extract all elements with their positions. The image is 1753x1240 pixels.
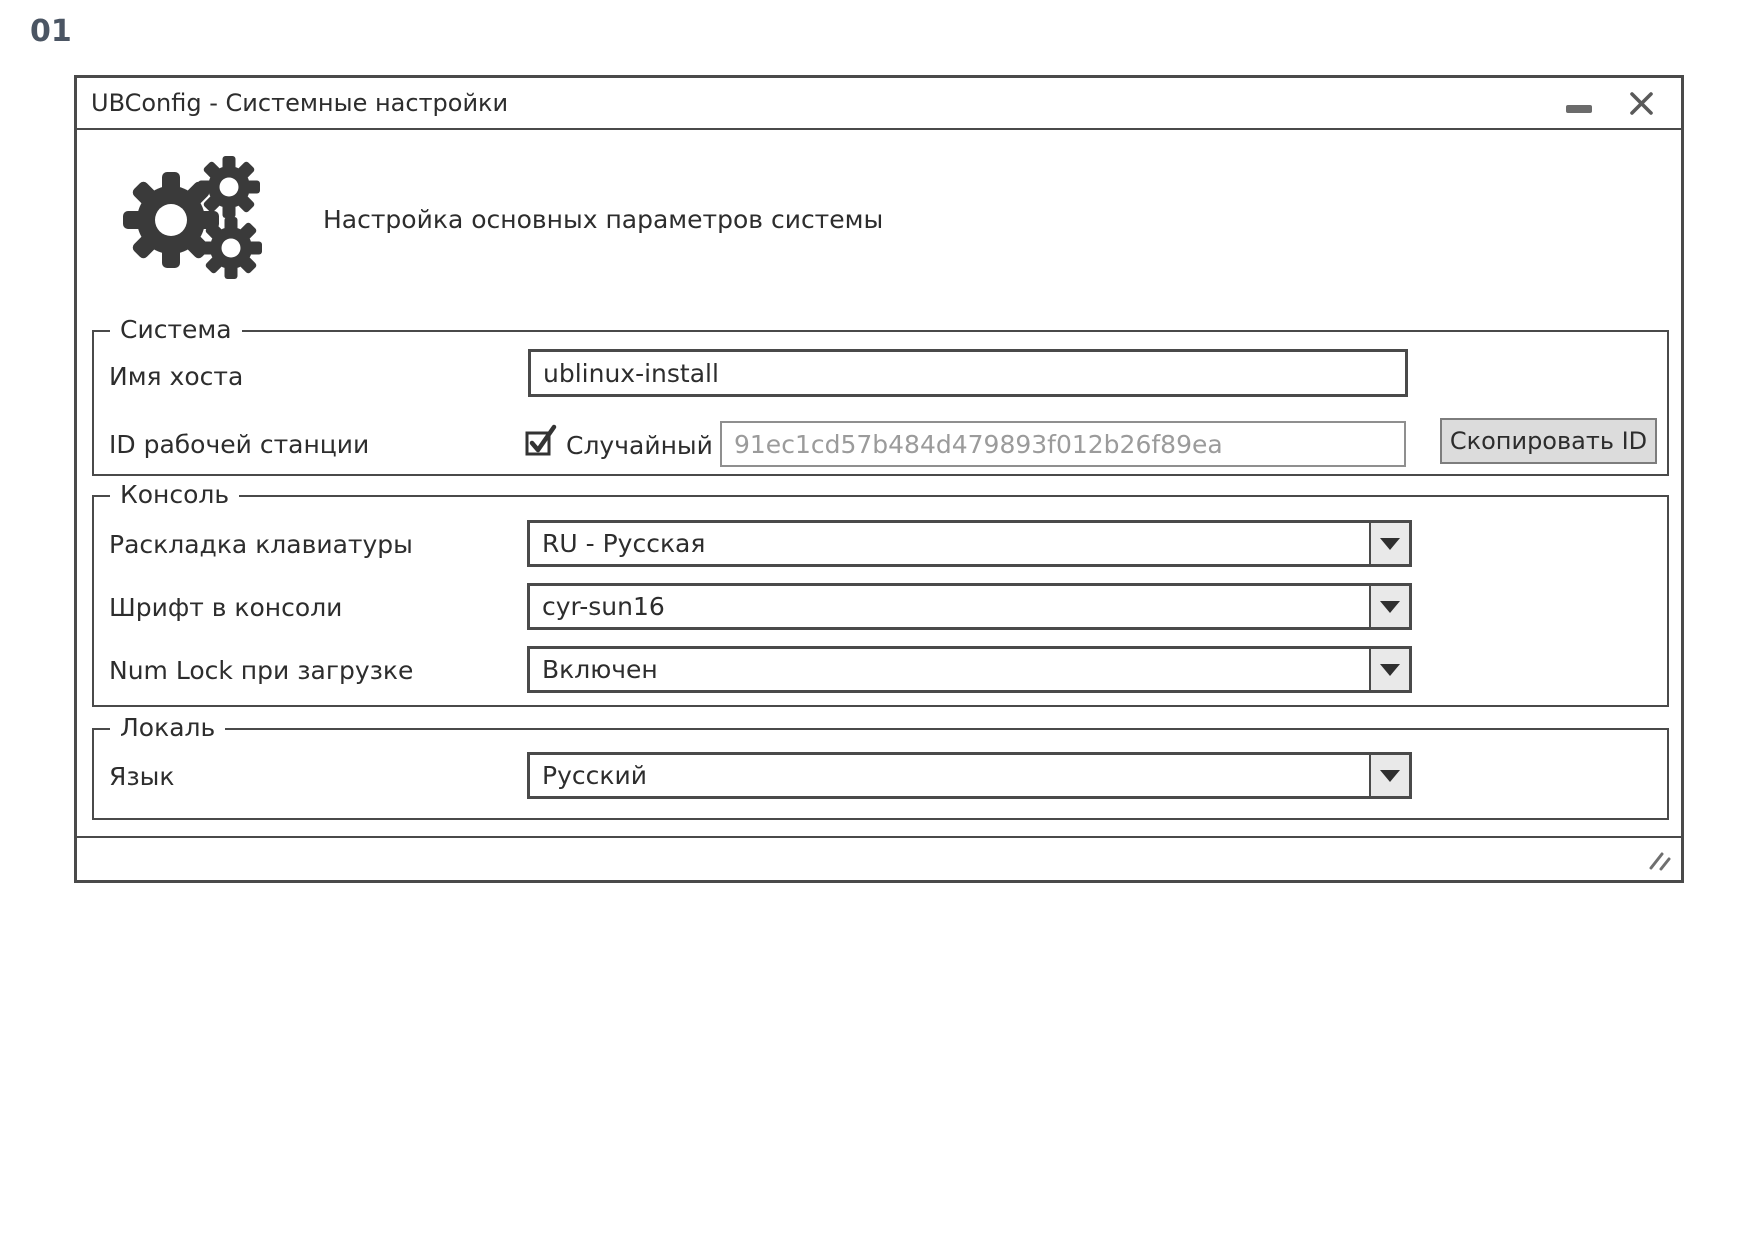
hostname-input[interactable]	[528, 349, 1408, 397]
numlock-select[interactable]	[527, 646, 1412, 693]
window-description: Настройка основных параметров системы	[323, 205, 884, 234]
checkmark-icon	[524, 424, 558, 456]
keyboard-layout-value: RU - Русская	[542, 529, 706, 558]
language-value: Русский	[542, 761, 647, 790]
console-font-select[interactable]	[527, 583, 1412, 630]
chevron-down-icon[interactable]	[1369, 649, 1409, 690]
numlock-label: Num Lock при загрузке	[109, 656, 414, 685]
console-font-label: Шрифт в консоли	[109, 593, 343, 622]
hostname-label: Имя хоста	[109, 362, 244, 391]
copy-id-button[interactable]: Скопировать ID	[1440, 418, 1657, 464]
workstation-id-label: ID рабочей станции	[109, 430, 370, 459]
console-font-value: cyr-sun16	[542, 592, 665, 621]
group-locale-legend: Локаль	[110, 713, 225, 742]
resize-grip-icon[interactable]	[1649, 849, 1673, 875]
chevron-down-icon[interactable]	[1369, 755, 1409, 796]
close-icon[interactable]	[1628, 90, 1655, 117]
window-title: UBConfig - Системные настройки	[91, 89, 509, 117]
chevron-down-icon[interactable]	[1369, 523, 1409, 564]
ubconfig-window	[74, 75, 1684, 883]
numlock-value: Включен	[542, 655, 658, 684]
minimize-icon[interactable]	[1566, 105, 1592, 113]
figure-number-label: 01	[30, 14, 72, 49]
group-console-legend: Консоль	[110, 480, 239, 509]
group-locale	[92, 713, 1669, 820]
window-controls	[1566, 90, 1667, 117]
language-label: Язык	[109, 762, 175, 791]
title-bar[interactable]	[77, 78, 1681, 130]
gears-icon	[121, 154, 271, 284]
language-select[interactable]	[527, 752, 1412, 799]
workstation-id-input[interactable]	[720, 421, 1406, 467]
keyboard-layout-select[interactable]	[527, 520, 1412, 567]
random-id-checkbox[interactable]	[524, 424, 558, 456]
chevron-down-icon[interactable]	[1369, 586, 1409, 627]
group-system	[92, 315, 1669, 476]
keyboard-layout-label: Раскладка клавиатуры	[109, 530, 413, 559]
random-id-checkbox-label: Случайный	[566, 431, 713, 460]
status-bar	[77, 836, 1681, 880]
group-console	[92, 480, 1669, 707]
group-system-legend: Система	[110, 315, 242, 344]
